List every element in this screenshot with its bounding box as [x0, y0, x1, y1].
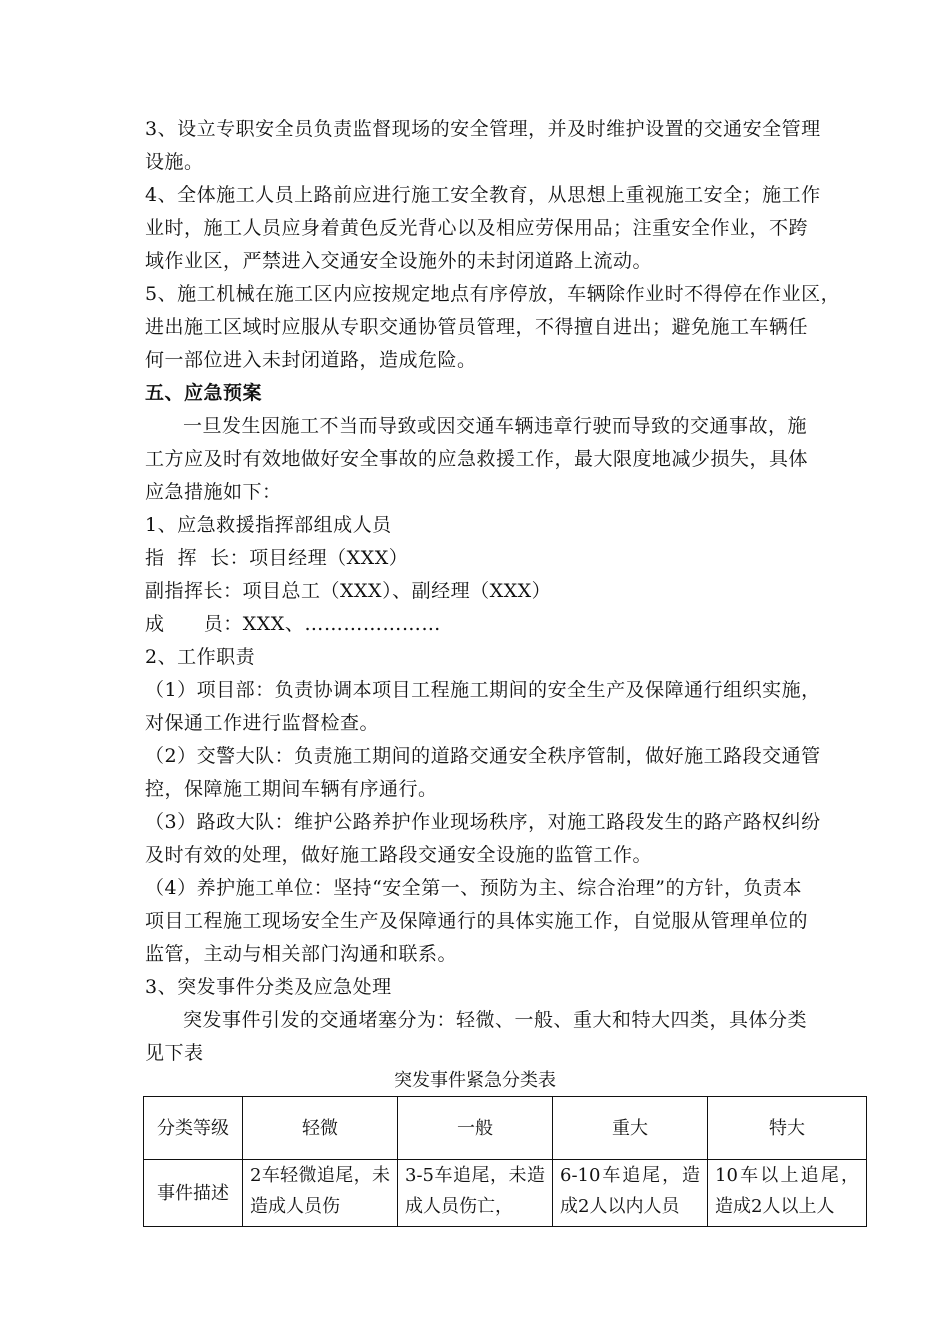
duty-2-line-2: 控，保障施工期间车辆有序通行。	[145, 778, 438, 800]
subheading-duties: 2、工作职责	[145, 646, 256, 668]
paragraph-5-line-2: 进出施工区域时应服从专职交通协管员管理，不得擅自进出；避免施工车辆任	[145, 316, 809, 338]
paragraph-4-line-2: 业时，施工人员应身着黄色反光背心以及相应劳保用品；注重安全作业，不跨	[145, 217, 809, 239]
row-label-description: 事件描述	[144, 1160, 243, 1227]
duty-4-line-3: 监管，主动与相关部门沟通和联系。	[145, 943, 458, 965]
header-cell-severe: 特大	[708, 1097, 867, 1160]
subheading-classification: 3、突发事件分类及应急处理	[145, 976, 392, 998]
paragraph-3-line-2: 设施。	[145, 151, 204, 173]
commander-line: 指 挥 长：项目经理（XXX）	[145, 547, 409, 569]
paragraph-5-line-1: 5、施工机械在施工区内应按规定地点有序停放，车辆除作业时不得停在作业区，	[145, 283, 841, 305]
emergency-classification-table	[143, 1096, 867, 1227]
intro-line-2: 工方应及时有效地做好安全事故的应急救援工作，最大限度地减少损失，具体	[145, 448, 809, 470]
classification-line-2: 见下表	[145, 1042, 204, 1064]
table-header-row	[144, 1097, 867, 1160]
intro-line-3: 应急措施如下：	[145, 481, 282, 503]
deputy-commander-line: 副指挥长：项目总工（XXX）、副经理（XXX）	[145, 580, 552, 602]
table-row-description	[144, 1160, 867, 1227]
duty-2-line-1: （2）交警大队：负责施工期间的道路交通安全秩序管制，做好施工路段交通管	[145, 745, 821, 767]
table-caption: 突发事件紧急分类表	[394, 1070, 556, 1091]
duty-4-line-2: 项目工程施工现场安全生产及保障通行的具体实施工作，自觉服从管理单位的	[145, 910, 809, 932]
duty-3-line-1: （3）路政大队：维护公路养护作业现场秩序，对施工路段发生的路产路权纠纷	[145, 811, 821, 833]
duty-1-line-1: （1）项目部：负责协调本项目工程施工期间的安全生产及保障通行组织实施，	[145, 679, 821, 701]
duty-4-line-1: （4）养护施工单位：坚持“安全第一、预防为主、综合治理”的方针，负责本	[145, 877, 803, 899]
classification-line-1: 突发事件引发的交通堵塞分为：轻微、一般、重大和特大四类，具体分类	[183, 1009, 808, 1031]
members-line: 成 员：XXX、…………………	[145, 613, 441, 635]
header-cell-level: 分类等级	[144, 1097, 243, 1160]
subheading-command-members: 1、应急救援指挥部组成人员	[145, 514, 392, 536]
cell-general-description: 3-5车追尾，未造成人员伤亡，	[398, 1160, 553, 1227]
paragraph-5-line-3: 何一部位进入未封闭道路，造成危险。	[145, 349, 477, 371]
section-heading-emergency-plan: 五、应急预案	[145, 382, 263, 404]
cell-minor-description: 2车轻微追尾，未造成人员伤	[243, 1160, 398, 1227]
duty-1-line-2: 对保通工作进行监督检查。	[145, 712, 380, 734]
paragraph-3-line-1: 3、设立专职安全员负责监督现场的安全管理，并及时维护设置的交通安全管理	[145, 118, 821, 140]
cell-major-description: 6-10车追尾，造成2人以内人员	[553, 1160, 708, 1227]
header-cell-major: 重大	[553, 1097, 708, 1160]
paragraph-4-line-1: 4、全体施工人员上路前应进行施工安全教育，从思想上重视施工安全；施工作	[145, 184, 821, 206]
intro-line-1: 一旦发生因施工不当而导致或因交通车辆违章行驶而导致的交通事故，施	[183, 415, 808, 437]
header-cell-minor: 轻微	[243, 1097, 398, 1160]
cell-severe-description: 10车以上追尾，造成2人以上人	[708, 1160, 867, 1227]
paragraph-4-line-3: 域作业区，严禁进入交通安全设施外的未封闭道路上流动。	[145, 250, 653, 272]
duty-3-line-2: 及时有效的处理，做好施工路段交通安全设施的监管工作。	[145, 844, 653, 866]
header-cell-general: 一般	[398, 1097, 553, 1160]
